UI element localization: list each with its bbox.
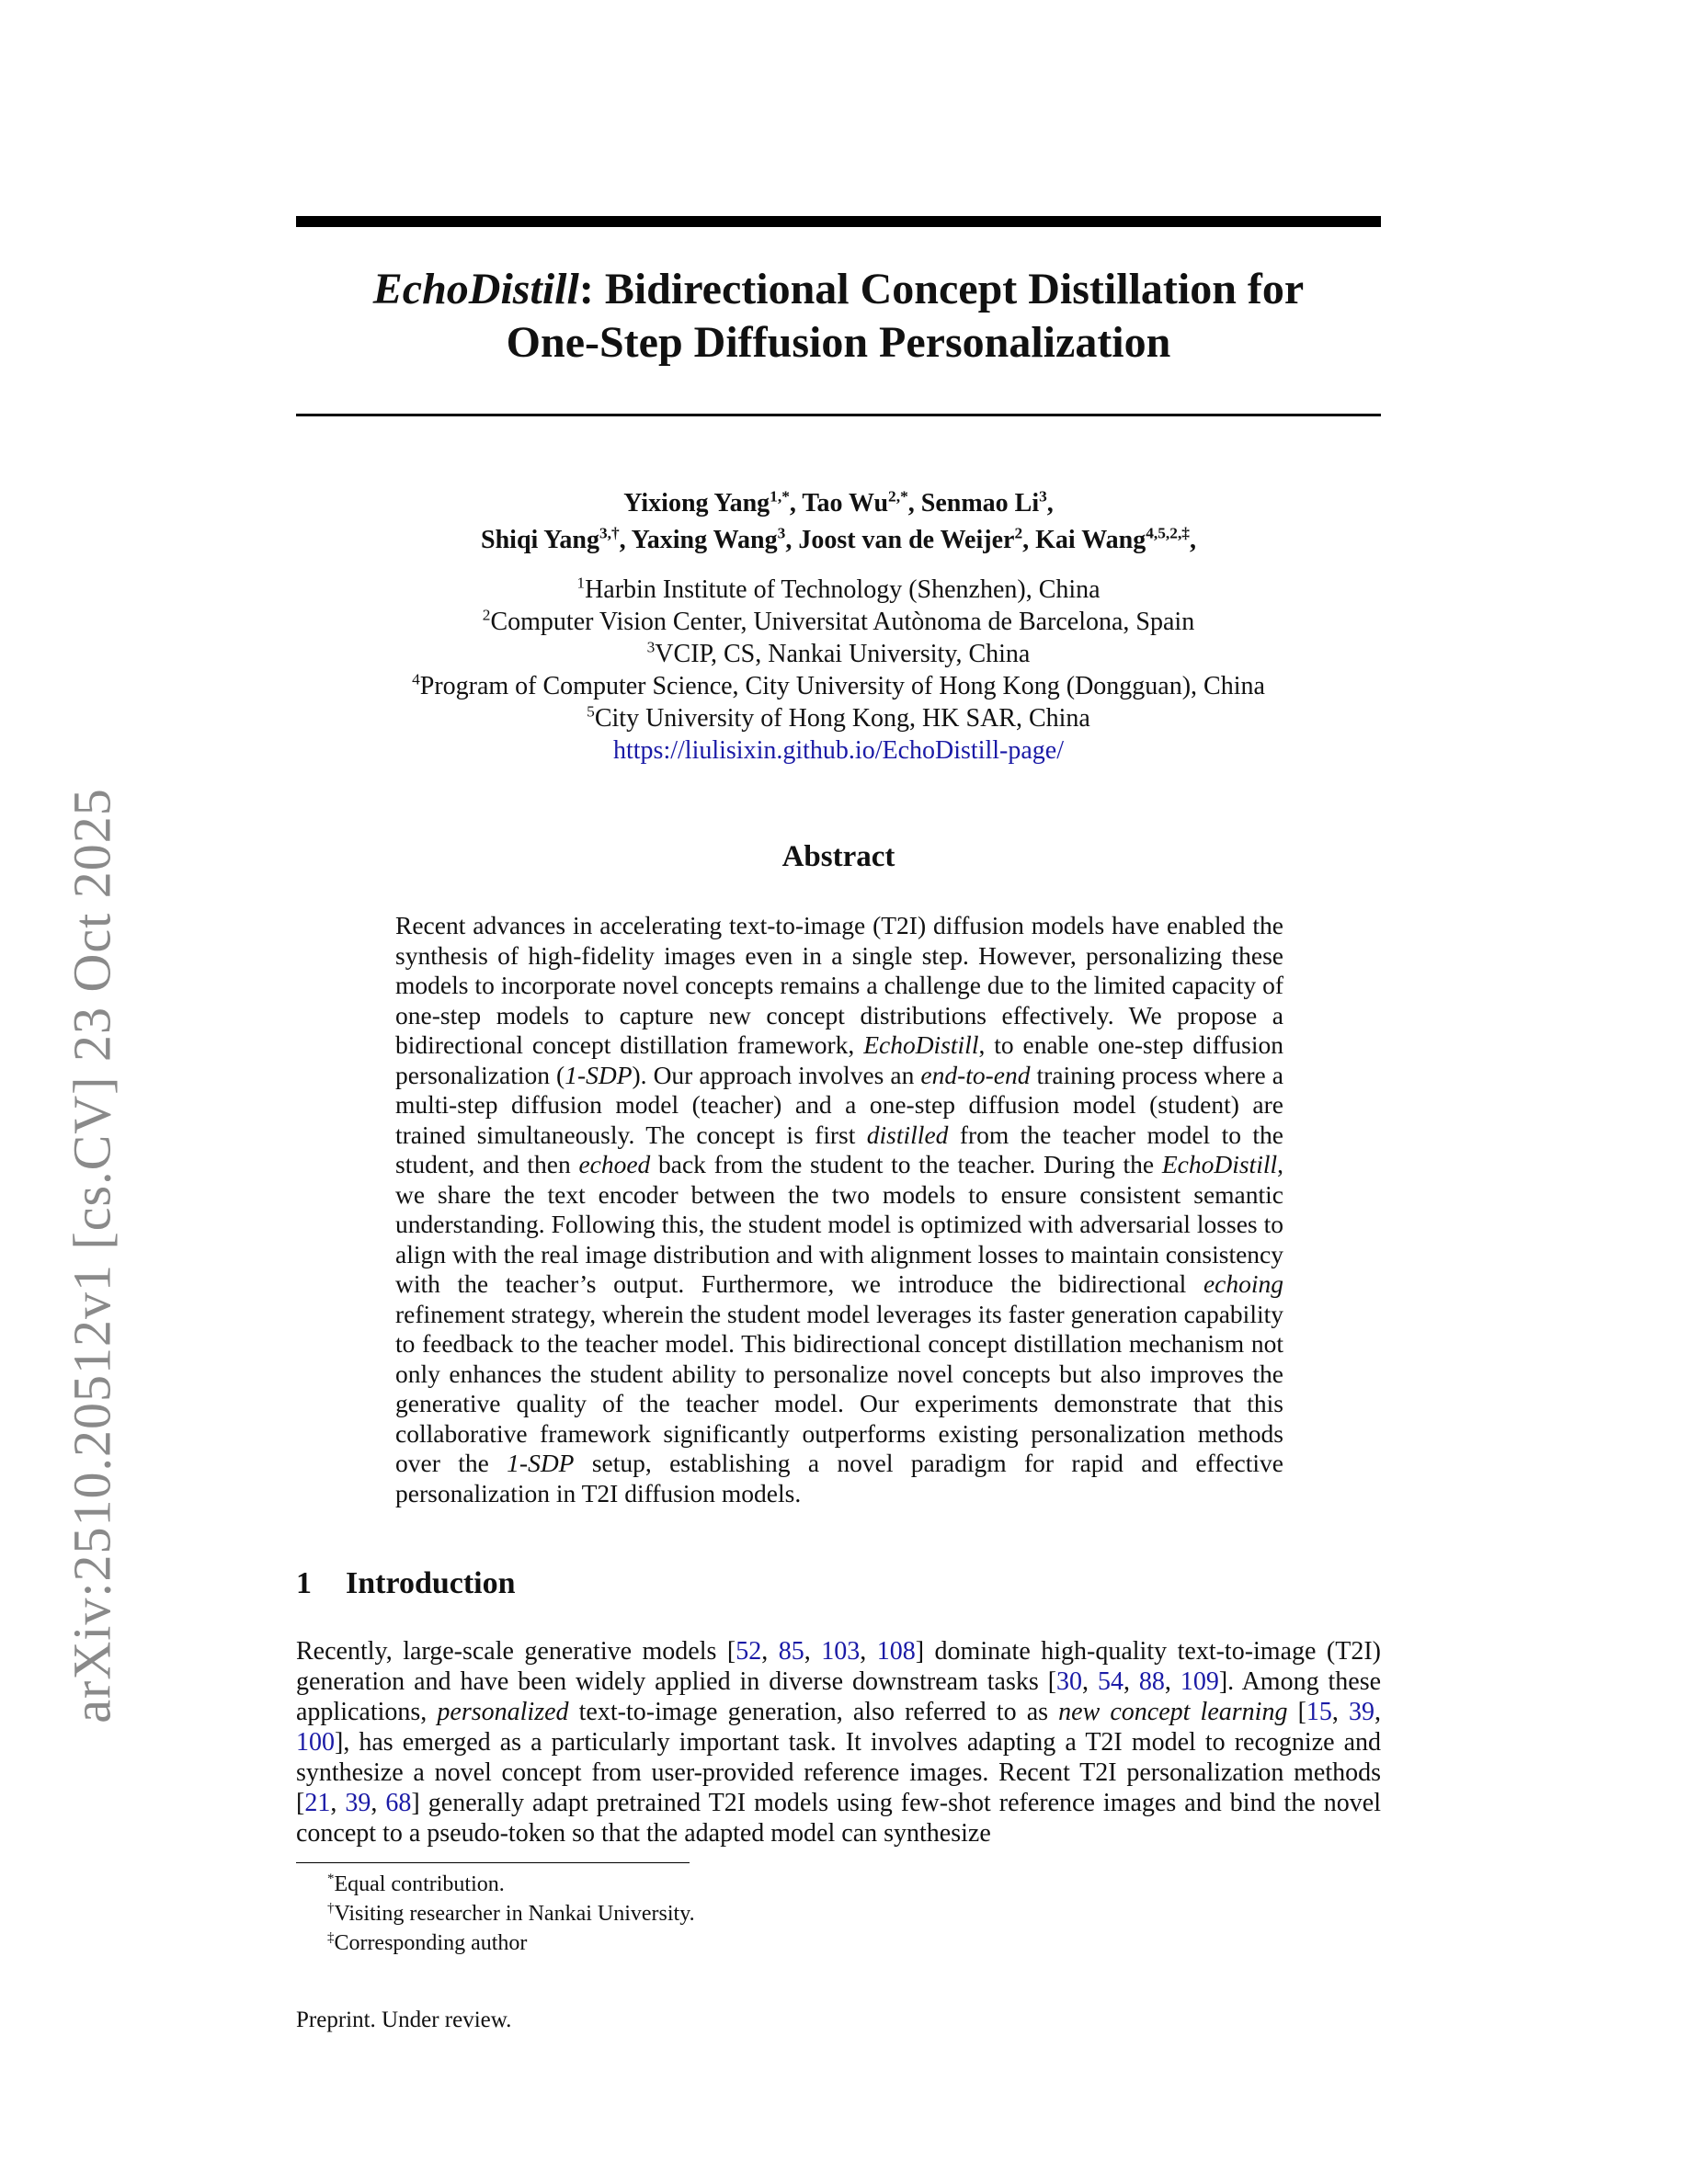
author-list	[296, 485, 1381, 559]
title-rule-top	[296, 216, 1381, 227]
author-line-2	[296, 522, 1381, 559]
text-run: , we share the text encoder between the two models to ensure consistent semantic understanding. Following this, the student model is optimized with adversarial losses to align with the real image distribution and with alignment losses to maintain consistency with the teacher’s output. Furthermore, we introduce the bidirectional	[395, 1150, 1283, 1298]
italic-term: 1-SDP	[507, 1449, 575, 1477]
text-run: refinement strategy, wherein the student model leverages its faster generation capability to feedback to the teacher model. This bidirectional concept distillation mechanism not only enhances the student ability to personalize novel concepts but also improves the generative quality of the teacher model. Our experiments demonstrate that this collaborative framework significantly outperforms existing personalization methods over the	[395, 1299, 1283, 1477]
text-run: from the teacher model to the student, and then	[395, 1120, 1283, 1178]
citation-link[interactable]: 39	[345, 1789, 371, 1817]
author: Joost van de Weijer$^2$,	[798, 524, 1036, 554]
italic-term: echoing	[1203, 1269, 1283, 1298]
abstract-heading: Abstract	[781, 840, 895, 873]
citation-link[interactable]: 30	[1056, 1667, 1083, 1696]
text-run: ,	[761, 1637, 779, 1666]
italic-term: personalized	[437, 1698, 569, 1726]
text-run: back from the student to the teacher. During the	[650, 1150, 1162, 1178]
paper-title-name: EchoDistill	[372, 265, 579, 313]
text-run: ,	[1374, 1698, 1382, 1726]
paper-title	[296, 263, 1381, 370]
footnotes	[327, 1870, 695, 1958]
affiliation: $^3$VCIP, CS, Nankai University, China	[646, 638, 1031, 668]
text-run: ,	[371, 1789, 386, 1817]
paper-title-line2: One-Step Diffusion Personalization	[506, 318, 1171, 367]
italic-term: echoed	[578, 1150, 651, 1178]
author: Tao $Wu^{2,*}$,	[802, 487, 921, 518]
text-run: ,	[1331, 1698, 1350, 1726]
affiliation: $^5$City University of Hong Kong, HK SAR, China	[587, 702, 1090, 733]
arxiv-identifier: arXiv:2510.20512v1 [cs.CV] 23 Oct 2025	[62, 788, 122, 1723]
footnote: *Equal contribution.	[327, 1871, 505, 1896]
affiliation: $^1$Harbin Institute of Technology (Shenzhen), China	[576, 574, 1101, 604]
footnote-rule	[296, 1862, 690, 1863]
author: Kai Wang$^{4,5,2,\ddagger}$,	[1035, 524, 1196, 554]
text-run: ,	[330, 1789, 346, 1817]
project-page-link[interactable]: https://liulisixin.github.io/EchoDistill-page/	[613, 736, 1064, 765]
italic-term: EchoDistill	[1161, 1150, 1278, 1178]
text-run: training process where a multi-step diffusion model (teacher) and a one-step diffusion model (student) are trained simultaneously. The concept is first	[395, 1060, 1283, 1149]
italic-term: end-to-end	[920, 1060, 1031, 1089]
abstract-body	[395, 911, 1283, 1508]
footnote: ‡Corresponding author	[327, 1930, 528, 1955]
citation-link[interactable]: 108	[876, 1637, 916, 1666]
text-run: text-to-image generation, also referred to as	[568, 1698, 1059, 1726]
author: Senmao Li$^3$,	[920, 487, 1054, 518]
text-run: ] generally adapt pretrained T2I models using few-shot reference images and bind the novel concept to a pseudo-token so that the adapted model can synthesize	[296, 1789, 1382, 1848]
author-line-1	[296, 485, 1381, 522]
author: Yaxing Wang$^3$,	[631, 524, 799, 554]
text-run: ] dominate high-quality text-to-image (T2I) generation and have been widely applied in diverse downstream tasks [	[296, 1637, 1382, 1696]
text-run: [	[1287, 1698, 1306, 1726]
affiliation: $^4$Program of Computer Science, City University of Hong Kong (Dongguan), China	[412, 670, 1265, 700]
citation-link[interactable]: 109	[1180, 1667, 1219, 1696]
citation-link[interactable]: 100	[296, 1728, 335, 1757]
title-rule-bottom	[296, 414, 1381, 416]
text-run: , to enable one-step diffusion personalization (	[395, 1030, 1283, 1089]
citation-link[interactable]: 68	[385, 1789, 412, 1817]
section-number: 1	[296, 1566, 312, 1600]
citation-link[interactable]: 103	[821, 1637, 861, 1666]
affiliation: $^2$Computer Vision Center, Universitat Autònoma de Barcelona, Spain	[482, 606, 1195, 636]
footnote: †Visiting researcher in Nankai University.	[327, 1901, 695, 1926]
text-run: ,	[804, 1637, 822, 1666]
citation-link[interactable]: 15	[1306, 1698, 1332, 1726]
citation-link[interactable]: 52	[736, 1637, 762, 1666]
paper-title-rest: : Bidirectional Concept Distillation for	[578, 265, 1305, 313]
citation-link[interactable]: 21	[304, 1789, 331, 1817]
section-title: Introduction	[346, 1566, 516, 1600]
text-run: ). Our approach involves an	[632, 1060, 921, 1089]
citation-link[interactable]: 88	[1138, 1667, 1165, 1696]
italic-term: new concept learning	[1058, 1698, 1288, 1726]
affiliation-list	[296, 574, 1381, 767]
author: Yixiong Yang$^{1,*}$,	[623, 487, 803, 518]
text-run: ,	[860, 1637, 877, 1666]
introduction-body	[296, 1636, 1381, 1848]
text-run: Recently, large-scale generative models [	[296, 1637, 736, 1666]
text-run: ]. Among these applications,	[296, 1667, 1382, 1726]
italic-term: 1-SDP	[565, 1060, 633, 1089]
italic-term: distilled	[866, 1120, 949, 1149]
text-run: ,	[1082, 1667, 1098, 1696]
italic-term: EchoDistill	[863, 1030, 979, 1059]
author: Shiqi Yang$^{3,\dagger}$,	[481, 524, 632, 554]
text-run: Recent advances in accelerating text-to-image (T2I) diffusion models have enabled the synthesis of high-fidelity images even in a single step. However, personalizing these models to incorporate novel concepts remains a challenge due to the limited capacity of one-step models to capture new concept distributions effectively. We propose a bidirectional concept distillation framework,	[395, 911, 1283, 1059]
text-run: ], has emerged as a particularly important task. It involves adapting a T2I model to recognize and synthesize a novel concept from user-provided reference images. Recent T2I personalization methods [	[296, 1728, 1381, 1817]
citation-link[interactable]: 54	[1097, 1667, 1123, 1696]
introduction-heading	[296, 1566, 516, 1601]
text-run: ,	[1164, 1667, 1180, 1696]
citation-link[interactable]: 39	[1349, 1698, 1375, 1726]
text-run: ,	[1123, 1667, 1139, 1696]
citation-link[interactable]: 85	[778, 1637, 804, 1666]
text-run: setup, establishing a novel paradigm for rapid and effective personalization in T2I diffusion models.	[395, 1449, 1283, 1507]
preprint-notice: Preprint. Under review.	[296, 2008, 512, 2032]
